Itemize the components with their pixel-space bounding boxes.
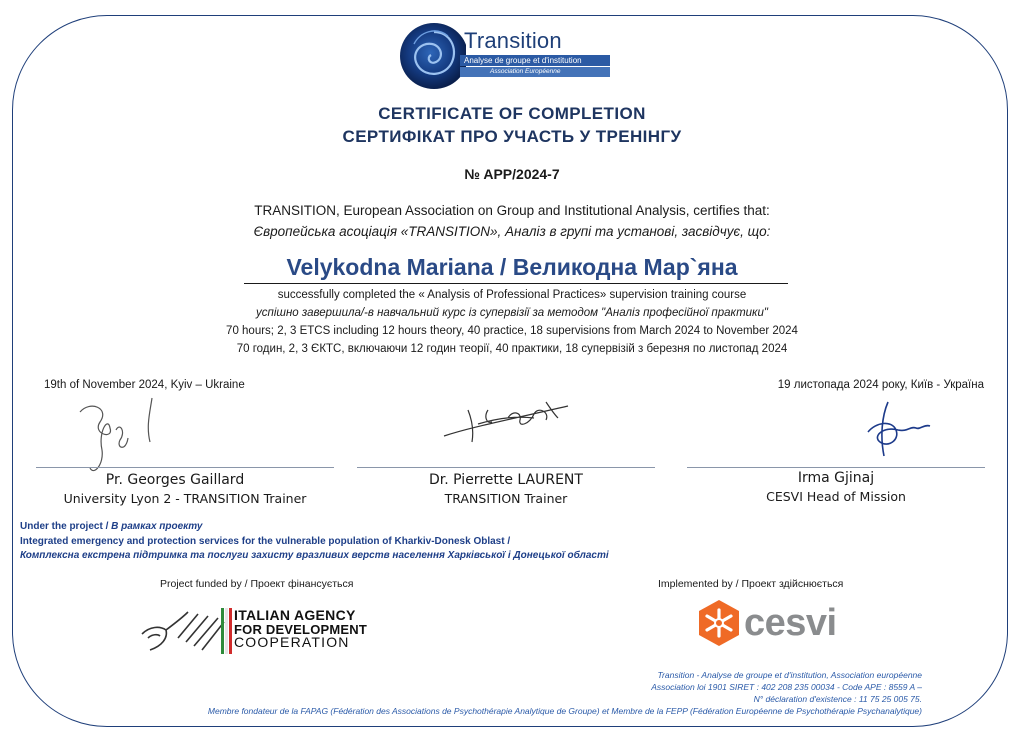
signatory-role-3: CESVI Head of Mission xyxy=(766,489,906,504)
title-ukrainian: СЕРТИФІКАТ ПРО УЧАСТЬ У ТРЕНІНГУ xyxy=(342,127,682,146)
flag-red-bar xyxy=(229,608,232,654)
signatory-name-1: Pr. Georges Gaillard xyxy=(105,472,245,488)
aics-logo-text xyxy=(234,609,367,650)
signature-gjinaj xyxy=(858,396,938,464)
signature-line-2 xyxy=(357,467,655,468)
footer-line-2: Association loi 1901 SIRET : 402 208 235 00034 - Code APE : 8559 A – xyxy=(651,682,922,692)
completed-ukrainian: успішно завершила/-в навчальний курс із супервізії за методом "Аналіз професійної практики" xyxy=(256,307,768,319)
project-name-ukrainian: Комплексна екстрена підтримка та послуги захисту вразливих верств населення Харківської і Донецької області xyxy=(20,550,609,561)
transition-logo xyxy=(396,18,610,92)
recipient-name: Velykodna Mariana / Великодна Мар`яна xyxy=(286,254,738,280)
footer-line-4: Membre fondateur de la FAPAG (Fédération des Associations de Psychothérapie Analytique de Groupe) et Membre de la FEPP (Fédération Européenne de Psychothérapie Psychanalytique) xyxy=(207,706,922,716)
cesvi-logo-text: cesvi xyxy=(744,602,837,644)
name-underline xyxy=(244,283,788,284)
aics-line-3: COOPERATION xyxy=(234,634,350,650)
flag-white-bar xyxy=(225,608,228,654)
date-english: 19th of November 2024, Kyiv – Ukraine xyxy=(44,379,245,391)
transition-spiral-icon xyxy=(396,18,466,92)
footer-line-1: Transition - Analyse de groupe et d'institution, Association européenne xyxy=(657,670,922,680)
hours-ukrainian: 70 годин, 2, 3 ЄКТС, включаючи 12 годин теорії, 40 практики, 18 супервізій з березня по листопад 2024 xyxy=(236,343,788,355)
signature-line-3 xyxy=(687,467,985,468)
signatory-role-1: University Lyon 2 - TRANSITION Trainer xyxy=(63,491,307,506)
project-label-english: Under the project / xyxy=(20,521,112,532)
footer-line-3: N° déclaration d'existence : 11 75 25 005 75. xyxy=(753,694,922,704)
implemented-by-label: Implemented by / Проект здійснюється xyxy=(658,578,844,590)
logo-subtitle-2: Association Européenne xyxy=(460,67,610,77)
signatory-name-3: Irma Gjinaj xyxy=(797,470,875,486)
certifies-english: TRANSITION, European Association on Group and Institutional Analysis, certifies that: xyxy=(254,203,770,218)
completed-english: successfully completed the « Analysis of Professional Practices» supervision training course xyxy=(277,289,747,301)
signature-laurent xyxy=(438,392,588,452)
logo-title: Transition xyxy=(464,28,562,53)
project-name-english: Integrated emergency and protection services for the vulnerable population of Kharkiv-Donesk Oblast / xyxy=(20,536,511,547)
logo-subtitle: Analyse de groupe et d'institution xyxy=(460,55,610,66)
dove-icon xyxy=(138,604,228,654)
hours-english: 70 hours; 2, 3 ETCS including 12 hours theory, 40 practice, 18 supervisions from March 2024 to November 2024 xyxy=(226,325,798,337)
project-label-ukrainian: В рамках проекту xyxy=(111,521,203,532)
project-label xyxy=(20,521,202,532)
signature-line-1 xyxy=(36,467,334,468)
funded-by-label: Project funded by / Проект фінансується xyxy=(160,578,354,590)
title-english: CERTIFICATE OF COMPLETION xyxy=(378,104,646,123)
cesvi-star-icon xyxy=(694,598,744,648)
signature-gaillard xyxy=(70,392,170,482)
aics-line-1: ITALIAN AGENCY xyxy=(234,607,356,623)
date-ukrainian: 19 листопада 2024 року, Київ - Україна xyxy=(777,379,984,391)
certificate-number: № APP/2024-7 xyxy=(464,166,560,182)
aics-line-2: FOR DEVELOPMENT xyxy=(234,621,368,637)
signatory-name-2: Dr. Pierrette LAURENT xyxy=(429,472,583,488)
certifies-ukrainian: Європейська асоціація «TRANSITION», Аналіз в групі та установі, засвідчує, що: xyxy=(253,224,771,239)
flag-green-bar xyxy=(221,608,224,654)
signatory-role-2: TRANSITION Trainer xyxy=(444,491,568,506)
